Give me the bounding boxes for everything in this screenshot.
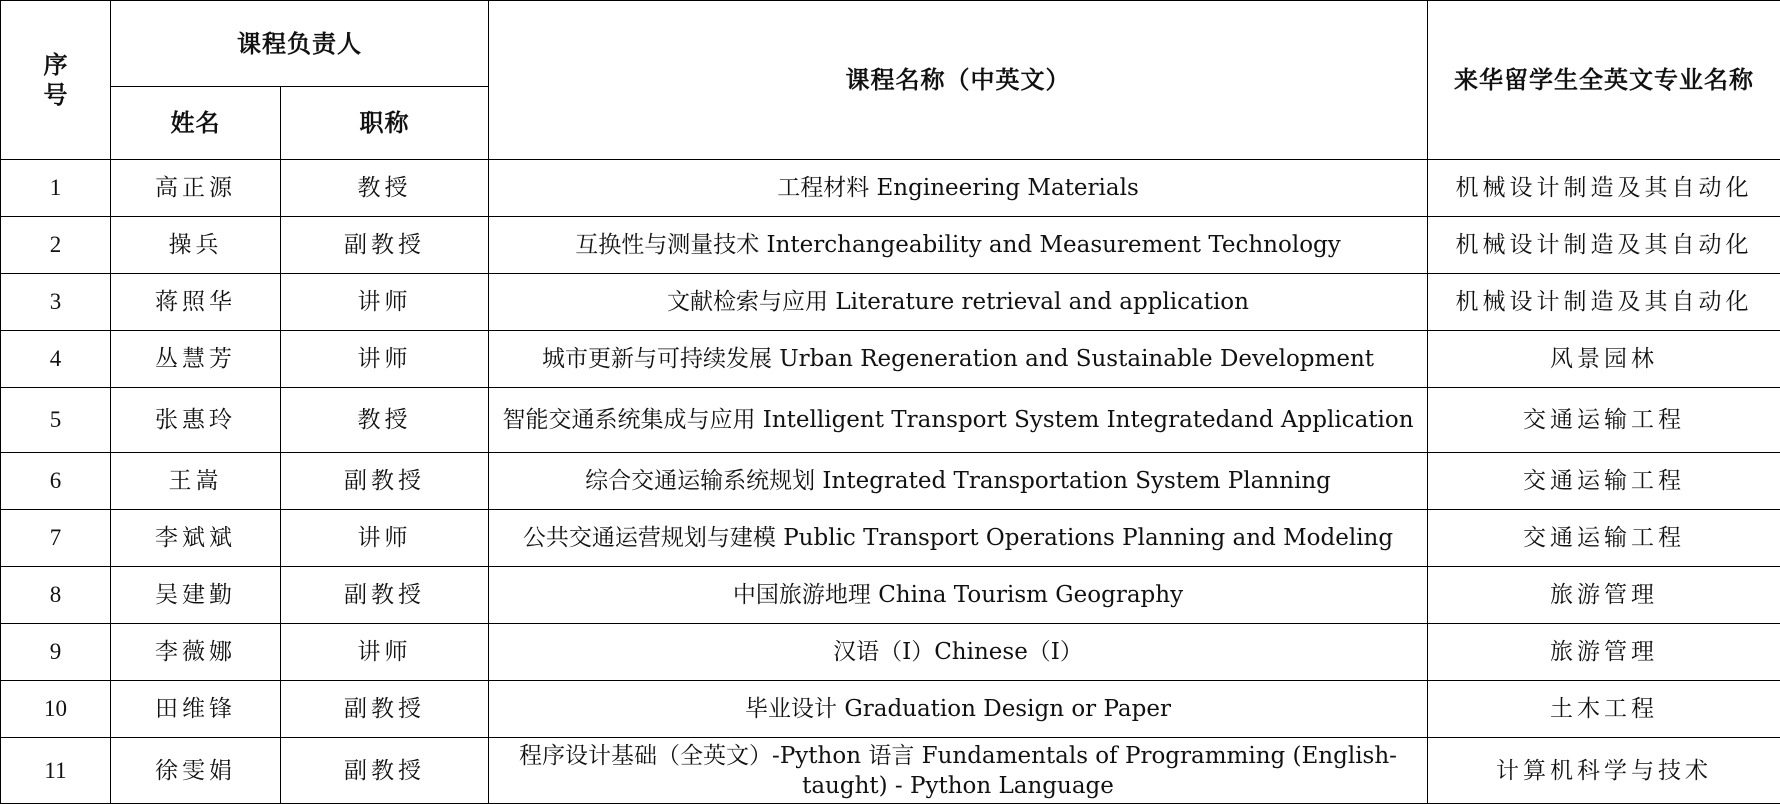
- title-cell: 副教授: [281, 217, 489, 274]
- major-cell: 计算机科学与技术: [1428, 738, 1780, 804]
- major-cell: 交通运输工程: [1428, 388, 1780, 453]
- table-row: [1, 681, 1780, 738]
- seq-cell: 3: [1, 274, 111, 331]
- header-course: 课程名称（中英文）: [489, 1, 1428, 160]
- course-cell: 中国旅游地理 China Tourism Geography: [489, 567, 1428, 624]
- name-cell: 徐雯娟: [111, 738, 281, 804]
- seq-cell: 5: [1, 388, 111, 453]
- table-row: [1, 388, 1780, 453]
- title-cell: 教授: [281, 388, 489, 453]
- table-row: [1, 274, 1780, 331]
- name-cell: 李薇娜: [111, 624, 281, 681]
- header-responsible: 课程负责人: [111, 1, 489, 87]
- title-cell: 讲师: [281, 510, 489, 567]
- course-cell: 智能交通系统集成与应用 Intelligent Transport System Integratedand Application: [489, 388, 1428, 453]
- seq-cell: 9: [1, 624, 111, 681]
- course-cell: 城市更新与可持续发展 Urban Regeneration and Sustainable Development: [489, 331, 1428, 388]
- major-cell: 旅游管理: [1428, 624, 1780, 681]
- course-cell: 公共交通运营规划与建模 Public Transport Operations Planning and Modeling: [489, 510, 1428, 567]
- major-cell: 旅游管理: [1428, 567, 1780, 624]
- name-cell: 李斌斌: [111, 510, 281, 567]
- title-cell: 副教授: [281, 453, 489, 510]
- course-cell: 文献检索与应用 Literature retrieval and application: [489, 274, 1428, 331]
- seq-cell: 1: [1, 160, 111, 217]
- header-title: 职称: [281, 87, 489, 160]
- seq-cell: 4: [1, 331, 111, 388]
- name-cell: 张惠玲: [111, 388, 281, 453]
- name-cell: 蒋照华: [111, 274, 281, 331]
- course-cell: 工程材料 Engineering Materials: [489, 160, 1428, 217]
- title-cell: 副教授: [281, 567, 489, 624]
- header-row-1: [1, 1, 1780, 87]
- table-row: [1, 567, 1780, 624]
- title-cell: 讲师: [281, 274, 489, 331]
- header-major: 来华留学生全英文专业名称: [1428, 1, 1780, 160]
- header-seq: 序 号: [1, 1, 111, 160]
- name-cell: 吴建勤: [111, 567, 281, 624]
- course-cell: 汉语（I）Chinese（I）: [489, 624, 1428, 681]
- seq-cell: 8: [1, 567, 111, 624]
- title-cell: 副教授: [281, 681, 489, 738]
- course-cell: 综合交通运输系统规划 Integrated Transportation System Planning: [489, 453, 1428, 510]
- seq-cell: 6: [1, 453, 111, 510]
- table-row: [1, 160, 1780, 217]
- table-row: [1, 624, 1780, 681]
- major-cell: 交通运输工程: [1428, 453, 1780, 510]
- major-cell: 风景园林: [1428, 331, 1780, 388]
- table-body: [1, 160, 1780, 804]
- major-cell: 交通运输工程: [1428, 510, 1780, 567]
- title-cell: 讲师: [281, 331, 489, 388]
- title-cell: 教授: [281, 160, 489, 217]
- name-cell: 丛慧芳: [111, 331, 281, 388]
- table-header: [1, 1, 1780, 160]
- major-cell: 机械设计制造及其自动化: [1428, 274, 1780, 331]
- header-name: 姓名: [111, 87, 281, 160]
- major-cell: 土木工程: [1428, 681, 1780, 738]
- major-cell: 机械设计制造及其自动化: [1428, 160, 1780, 217]
- seq-cell: 11: [1, 738, 111, 804]
- name-cell: 田维锋: [111, 681, 281, 738]
- course-cell: 互换性与测量技术 Interchangeability and Measurement Technology: [489, 217, 1428, 274]
- table-row: [1, 453, 1780, 510]
- title-cell: 讲师: [281, 624, 489, 681]
- title-cell: 副教授: [281, 738, 489, 804]
- major-cell: 机械设计制造及其自动化: [1428, 217, 1780, 274]
- name-cell: 操兵: [111, 217, 281, 274]
- name-cell: 高正源: [111, 160, 281, 217]
- course-cell: 程序设计基础（全英文）-Python 语言 Fundamentals of Programming (English-taught) - Python Language: [489, 738, 1428, 804]
- course-cell: 毕业设计 Graduation Design or Paper: [489, 681, 1428, 738]
- seq-cell: 7: [1, 510, 111, 567]
- seq-cell: 2: [1, 217, 111, 274]
- seq-cell: 10: [1, 681, 111, 738]
- name-cell: 王嵩: [111, 453, 281, 510]
- table-row: [1, 217, 1780, 274]
- table-row: [1, 510, 1780, 567]
- table-row: [1, 331, 1780, 388]
- table-row: [1, 738, 1780, 804]
